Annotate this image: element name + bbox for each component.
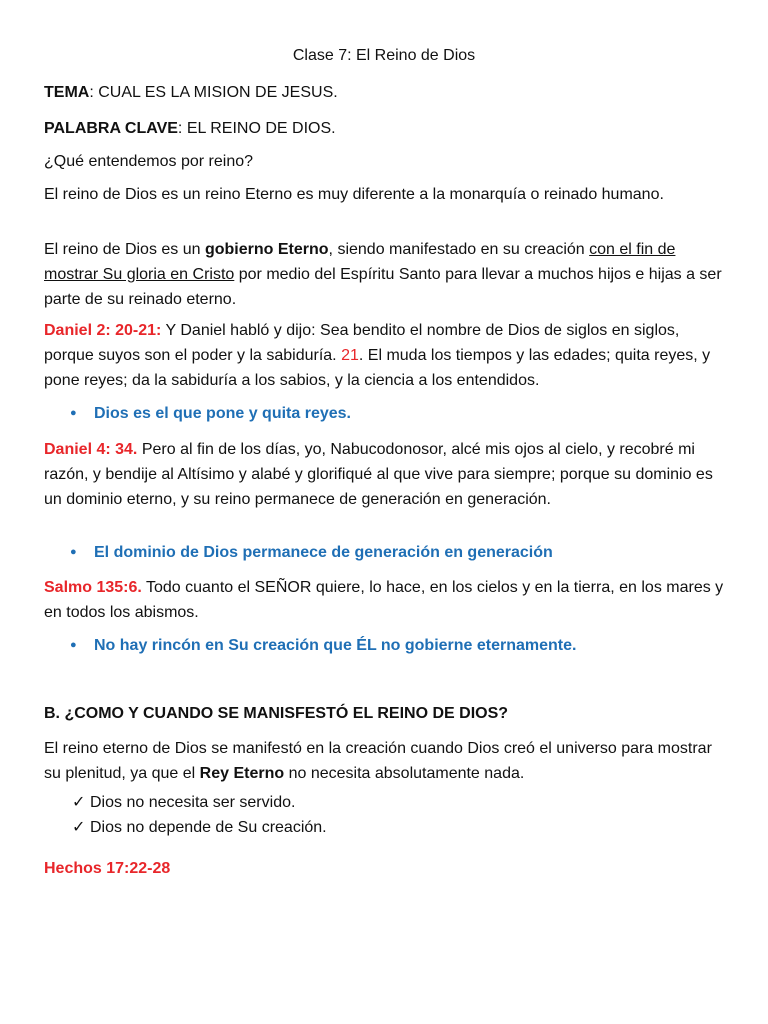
daniel4-t1: Pero al fin de los días, yo, Nabucodonosor, alcé mis ojos al cielo, y recobré mi razón, y bendije al Altísimo y alabé y glorifiqué al que vive para siempre; porque su dominio es un dominio eterno, y su reino permanece de generación en generación.	[44, 441, 713, 508]
checkmark-icon: ✓	[72, 819, 86, 836]
check-item-2	[72, 817, 327, 839]
bullet-text-1: Dios es el que pone y quita reyes.	[94, 405, 351, 422]
tema-sep: :	[89, 84, 99, 101]
tema-line	[44, 80, 724, 105]
check-text-2: Dios no depende de Su creación.	[90, 819, 327, 836]
section-b-heading: B. ¿COMO Y CUANDO SE MANISFESTÓ EL REINO DE DIOS?	[44, 705, 509, 722]
p3-b: Rey Eterno	[199, 765, 285, 782]
bullet-text-2: El dominio de Dios permanece de generación en generación	[94, 544, 553, 561]
palabra-value: EL REINO DE DIOS.	[186, 120, 336, 137]
daniel2-t1: Y Daniel habló y dijo: Sea bendito el nombre de Dios de siglos en siglos, porque suyos son el poder y la sabiduría.	[44, 322, 680, 364]
p2-d: con el fin de mostrar Su gloria en Cristo	[44, 241, 676, 283]
palabra-sep: :	[177, 120, 187, 137]
p3-c: no necesita absolutamente nada.	[284, 765, 525, 782]
p2-e: por medio del Espíritu Santo para llevar a muchos hijos e hijas a ser parte de su reinado eterno.	[44, 266, 722, 308]
palabra-clave-line	[44, 116, 724, 141]
daniel2-ref: Daniel 2: 20-21:	[44, 322, 162, 339]
salmo-t1: Todo cuanto el SEÑOR quiere, lo hace, en los cielos y en la tierra, en los mares y en todos los abismos.	[44, 579, 724, 621]
paragraph-daniel-4	[44, 437, 724, 512]
p3-a: El reino eterno de Dios se manifestó en la creación cuando Dios creó el universo para mostrar su plenitud, ya que el	[44, 740, 712, 782]
paragraph-daniel-2	[44, 318, 724, 393]
tema-value: CUAL ES LA MISION DE JESUS.	[98, 84, 338, 101]
p2-c: , siendo manifestado en su creación	[328, 241, 590, 258]
bullet-dot-icon: ●	[70, 639, 77, 651]
bullet-dot-icon: ●	[70, 546, 77, 558]
tema-label: TEMA	[44, 84, 90, 101]
page-title: Clase 7: El Reino de Dios	[292, 47, 476, 64]
daniel2-num: 21	[341, 347, 359, 364]
palabra-label: PALABRA CLAVE	[44, 120, 178, 137]
paragraph-salmo	[44, 575, 724, 625]
checkmark-icon: ✓	[72, 794, 86, 811]
question-line: ¿Qué entendemos por reino?	[44, 153, 254, 170]
paragraph-reino-eterno: El reino de Dios es un reino Eterno es muy diferente a la monarquía o reinado humano.	[44, 186, 664, 203]
p2-b: gobierno Eterno	[204, 241, 329, 258]
check-text-1: Dios no necesita ser servido.	[90, 794, 296, 811]
daniel2-t2: . El muda los tiempos y las edades; quita reyes, y pone reyes; da la sabiduría a los sabios, y la ciencia a los entendidos.	[44, 347, 711, 389]
paragraph-gobierno-eterno	[44, 237, 724, 312]
salmo-ref: Salmo 135:6.	[44, 579, 142, 596]
bullet-dot-icon: ●	[70, 407, 77, 419]
hechos-reference: Hechos 17:22-28	[44, 860, 171, 877]
p2-a: El reino de Dios es un	[44, 241, 205, 258]
daniel4-ref: Daniel 4: 34.	[44, 441, 138, 458]
paragraph-creacion	[44, 736, 724, 786]
check-item-1	[72, 792, 295, 814]
bullet-text-3: No hay rincón en Su creación que ÉL no gobierne eternamente.	[94, 637, 577, 654]
